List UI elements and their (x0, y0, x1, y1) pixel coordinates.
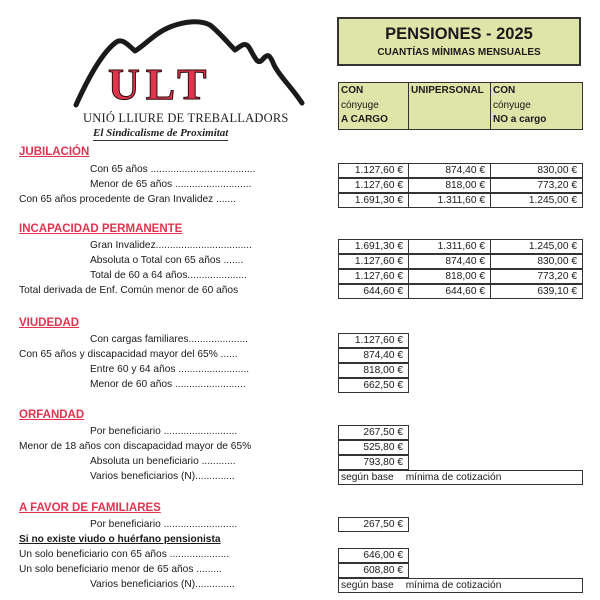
section-heading-incapacidad: INCAPACIDAD PERMANENTE (19, 223, 183, 235)
title-box (337, 17, 581, 66)
row-label: Menor de 65 años ........................... (90, 179, 252, 190)
column-header-line: UNIPERSONAL (411, 85, 484, 96)
value-cell: 874,40 € (338, 348, 409, 363)
column-header-line: CON (341, 85, 364, 96)
value-cell: 1.127,60 € (338, 269, 409, 284)
value-cell: 818,00 € (408, 178, 491, 193)
subheading: Si no existe viudo o huérfano pensionista (19, 534, 221, 545)
value-cell: 267,50 € (338, 425, 409, 440)
value-cell: 639,10 € (490, 284, 583, 299)
row-label: Varios beneficiarios (N).............. (90, 471, 235, 482)
value-cell: 1.127,60 € (338, 178, 409, 193)
column-header-line: CON (493, 85, 516, 96)
logo-tagline: El Sindicalisme de Proximitat (93, 127, 229, 139)
page-title: PENSIONES - 2025 (385, 25, 533, 43)
row-label: Con 65 años y discapacidad mayor del 65% ...... (19, 349, 238, 360)
column-header-line: cónyuge (341, 99, 379, 111)
section-heading-viudedad: VIUDEDAD (19, 317, 80, 329)
row-label: Por beneficiario .......................... (90, 519, 238, 530)
value-cell: 644,60 € (338, 284, 409, 299)
value-cell: 830,00 € (490, 163, 583, 178)
column-header-line: NO a cargo (493, 114, 547, 125)
value-cell: 1.245,00 € (490, 239, 583, 254)
value-text: según base (341, 472, 394, 483)
row-label: Menor de 60 años ......................... (90, 379, 246, 390)
value-cell: 1.691,30 € (338, 193, 409, 208)
value-cell: 1.127,60 € (338, 163, 409, 178)
column-header-line: A CARGO (341, 114, 388, 125)
column-header-line: cónyuge (493, 99, 531, 111)
row-label: Gran Invalidez.................................. (90, 240, 252, 251)
value-cell: 874,40 € (408, 254, 491, 269)
column-header-con-conyuge-a-cargo (338, 82, 409, 130)
value-cell-wide (338, 578, 583, 593)
value-cell: 1.245,00 € (490, 193, 583, 208)
value-cell: 646,00 € (338, 548, 409, 563)
row-label: Menor de 18 años con discapacidad mayor de 65% (19, 441, 252, 452)
logo-acronym: ULT (108, 60, 213, 109)
value-text: mínima de cotización (405, 472, 502, 483)
value-cell: 1.127,60 € (338, 333, 409, 348)
value-cell: 1.311,60 € (408, 239, 491, 254)
value-cell: 874,40 € (408, 163, 491, 178)
row-label: Por beneficiario .......................... (90, 426, 238, 437)
row-label: Con 65 años procedente de Gran Invalidez ....... (19, 194, 236, 205)
section-heading-jubilacion: JUBILACIÓN (19, 146, 90, 158)
column-header-con-conyuge-no-a-cargo (490, 82, 583, 130)
value-cell: 830,00 € (490, 254, 583, 269)
row-label: Un solo beneficiario menor de 65 años ......... (19, 564, 222, 575)
page-subtitle: CUANTÍAS MÍNIMAS MENSUALES (377, 47, 541, 58)
row-label: Absoluta un beneficiario ............ (90, 456, 236, 467)
row-label: Un solo beneficiario con 65 años ..................... (19, 549, 230, 560)
ult-logo (60, 15, 320, 139)
value-cell: 773,20 € (490, 269, 583, 284)
value-text: según base (341, 580, 394, 591)
value-cell: 662,50 € (338, 378, 409, 393)
value-cell: 608,80 € (338, 563, 409, 578)
logo-union-name: UNIÓ LLIURE DE TREBALLADORS (83, 111, 289, 125)
row-label: Con cargas familiares..................... (90, 334, 248, 345)
value-text: mínima de cotización (405, 580, 502, 591)
value-cell-wide (338, 470, 583, 485)
value-cell: 793,80 € (338, 455, 409, 470)
section-heading-familiares: A FAVOR DE FAMILIARES (19, 502, 161, 514)
row-label: Total de 60 a 64 años..................... (90, 270, 247, 281)
value-cell: 1.691,30 € (338, 239, 409, 254)
section-heading-orfandad: ORFANDAD (19, 409, 85, 421)
value-cell: 773,20 € (490, 178, 583, 193)
value-cell: 267,50 € (338, 517, 409, 532)
value-cell: 525,80 € (338, 440, 409, 455)
value-cell: 1.311,60 € (408, 193, 491, 208)
row-label: Entre 60 y 64 años ......................... (90, 364, 250, 375)
row-label: Varios beneficiarios (N).............. (90, 579, 235, 590)
row-label: Absoluta o Total con 65 años ....... (90, 255, 244, 266)
value-cell: 818,00 € (408, 269, 491, 284)
value-cell: 644,60 € (408, 284, 491, 299)
column-header-unipersonal (408, 82, 491, 130)
row-label: Con 65 años ..................................... (90, 164, 256, 175)
value-cell: 1.127,60 € (338, 254, 409, 269)
value-cell: 818,00 € (338, 363, 409, 378)
row-label: Total derivada de Enf. Común menor de 60 años (19, 285, 239, 296)
